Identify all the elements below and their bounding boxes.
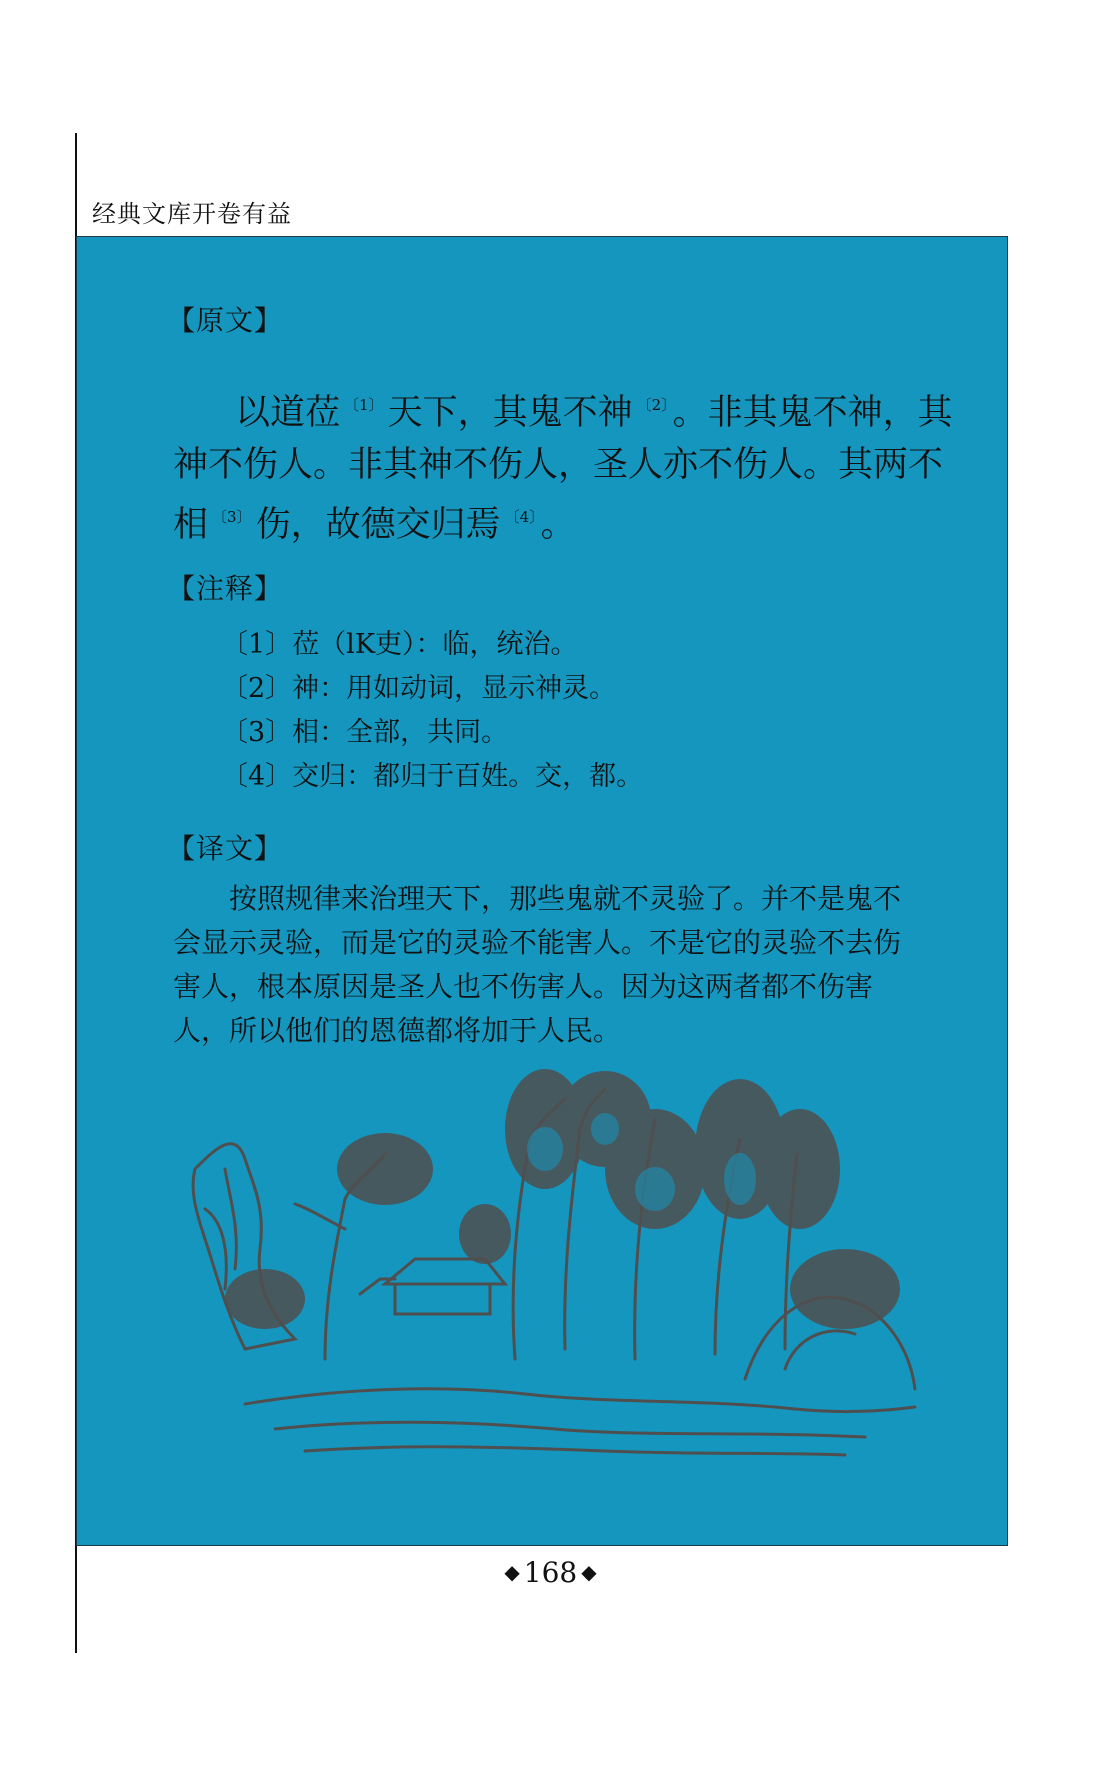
translation-line: 会显示灵验，而是它的灵验不能害人。不是它的灵验不去伤 (173, 926, 902, 959)
footnote-marker-1: 〔1〕 (344, 396, 384, 414)
foliage (337, 1133, 433, 1205)
original-line-3: 相 $^{〔3〕}$ 伤，故德交归焉 $^{〔4〕}$ 。 (173, 505, 576, 545)
original-text-heading: 【原文】 (167, 304, 284, 337)
translation-line: 按照规律来治理天下，那些鬼就不灵验了。并不是鬼不 (229, 882, 902, 915)
footnote-marker-4: 〔4〕 (504, 508, 537, 526)
page-number: ◆ 168 ◆ (504, 1556, 597, 1589)
note-item: 〔4〕交归：都归于百姓。交，都。 (221, 761, 644, 792)
note-item: 〔3〕相：全部，共同。 (221, 717, 509, 748)
diamond-icon: ◆ (581, 1560, 597, 1584)
footnote-marker-3: 〔3〕 (212, 508, 252, 526)
translation-line: 害人，根本原因是圣人也不伤害人。因为这两者都不伤害 (173, 970, 874, 1003)
original-line-2: 神不伤人。非其神不伤人，圣人亦不伤人。其两不 (173, 445, 944, 485)
foliage (225, 1269, 305, 1329)
original-line-1: 以道莅 $^{〔1〕}$ 天下，其鬼不神 $^{〔2〕}$ 。非其鬼不神，其 (235, 393, 953, 433)
note-item: 〔2〕神：用如动词，显示神灵。 (221, 673, 617, 704)
landscape-illustration (185, 1059, 925, 1459)
original-text (173, 379, 953, 551)
diamond-icon: ◆ (504, 1560, 520, 1584)
notes-heading: 【注释】 (167, 572, 284, 605)
ground-line (245, 1389, 915, 1412)
foliage (790, 1249, 900, 1329)
translation-heading: 【译文】 (167, 832, 284, 865)
foliage (459, 1204, 511, 1264)
note-item: 〔1〕莅（lK吏）：临，统治。 (221, 629, 578, 660)
content-panel (76, 236, 1008, 1546)
running-header: 经典文库开卷有益 (92, 200, 292, 228)
translation-text (173, 877, 949, 1053)
translation-line: 人，所以他们的恩德都将加于人民。 (173, 1014, 622, 1047)
foliage (760, 1109, 840, 1229)
notes-list (221, 623, 921, 799)
footnote-marker-2: 〔2〕 (636, 396, 669, 414)
